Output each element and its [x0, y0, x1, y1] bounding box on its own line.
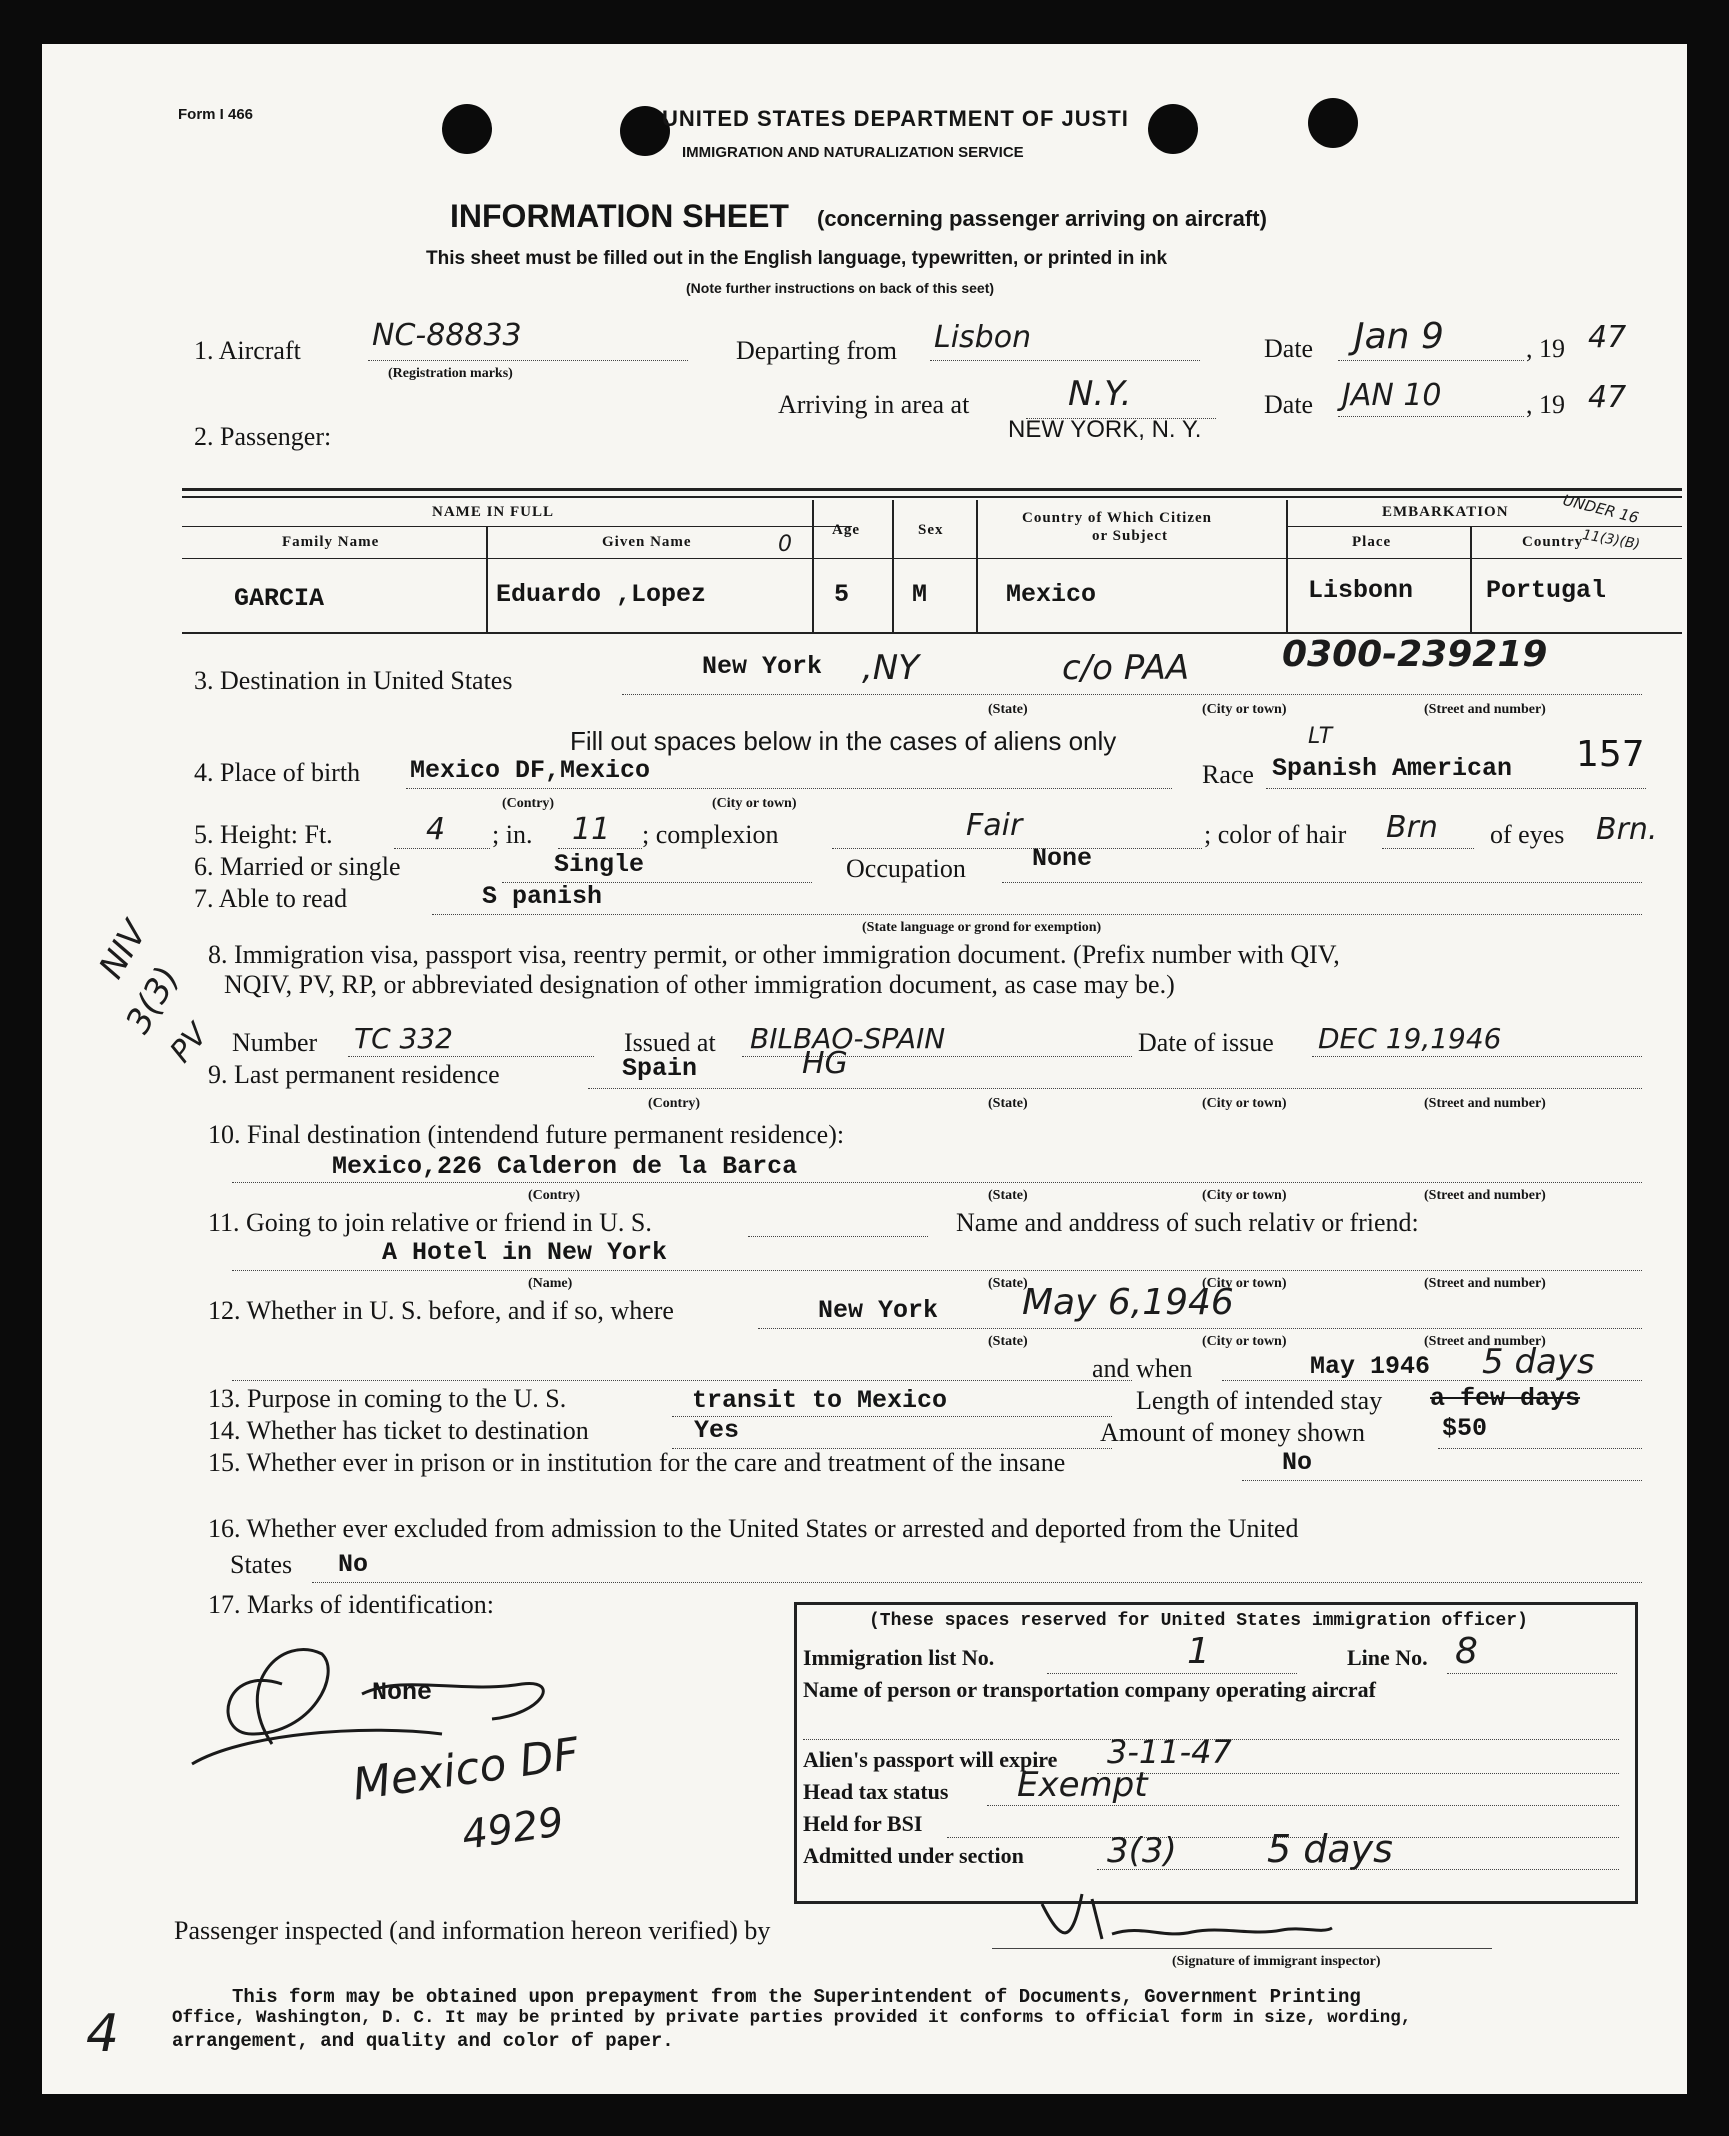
final-country-caption: (Contry) [528, 1188, 581, 1203]
line-label: Line No. [1347, 1645, 1428, 1670]
citizen-cell: Mexico [1006, 580, 1097, 609]
final-street-caption: (Street and number) [1424, 1188, 1546, 1203]
visa-issued: BILBAO-SPAIN [750, 1022, 946, 1055]
sex-cell: M [912, 580, 928, 609]
expire-line [1097, 1773, 1619, 1774]
aircraft-label: 1. Aircraft [194, 336, 301, 365]
page-mark: 4 [86, 2004, 120, 2064]
marks-hw-2: 4929 [459, 1799, 567, 1859]
year1-value: 47 [1588, 320, 1627, 355]
final-state-caption: (State) [988, 1188, 1028, 1203]
destination-line [622, 694, 1642, 695]
birth-line [406, 788, 1172, 789]
residence-label: 9. Last permanent residence [208, 1060, 500, 1089]
read-value: S panish [482, 882, 603, 911]
stamp-note-1: UNDER 16 [1560, 490, 1641, 528]
footer-line-3: arrangement, and quality and color of paper. [172, 2030, 674, 2052]
age-header: Age [832, 522, 860, 538]
visa-number-line [348, 1056, 594, 1057]
country-header-2: or Subject [1092, 528, 1168, 544]
visa-margin-note-2: 3(3) [118, 959, 188, 1041]
destination-label: 3. Destination in United States [194, 666, 513, 695]
table-rule [1470, 526, 1472, 632]
destination-city-caption: (City or town) [1202, 702, 1287, 717]
residence-country-caption: (Contry) [648, 1096, 701, 1111]
occupation-value: None [1032, 844, 1093, 873]
eyes-label: of eyes [1490, 820, 1565, 849]
race-label: Race [1202, 760, 1254, 789]
length-value: a few days [1430, 1384, 1581, 1413]
before-when-label: and when [1092, 1354, 1193, 1383]
join-name-caption: (Name) [528, 1276, 573, 1291]
before-city-caption: (City or town) [1202, 1334, 1287, 1349]
height-label: 5. Height: Ft. [194, 820, 333, 849]
table-rule [182, 488, 1682, 491]
emb-place-cell: Lisbonn [1308, 576, 1414, 605]
year2-label: , 19 [1526, 390, 1565, 419]
given-name-header: Given Name [602, 534, 692, 550]
service-name: IMMIGRATION AND NATURALIZATION SERVICE [682, 144, 1024, 161]
form-title: INFORMATION SHEET [450, 198, 789, 234]
excluded-label-2: States [230, 1550, 293, 1579]
before-label: 12. Whether in U. S. before, and if so, where [208, 1296, 674, 1325]
marks-label: 17. Marks of identification: [208, 1590, 494, 1619]
country-header-1: Country of Which Citizen [1022, 510, 1212, 526]
race-hw: LT [1308, 724, 1333, 749]
aircraft-line [368, 360, 688, 361]
complexion-value: Fair [966, 808, 1023, 843]
table-rule [892, 500, 894, 632]
purpose-label: 13. Purpose in coming to the U. S. [208, 1384, 567, 1413]
excluded-value: No [338, 1550, 369, 1579]
race-line [1266, 788, 1646, 789]
department-name: UNITED STATES DEPARTMENT OF JUSTI [662, 106, 1129, 131]
expire-value: 3-11-47 [1107, 1733, 1232, 1771]
join-name-label: Name and anddress of such relativ or friend: [956, 1208, 1419, 1237]
height-in-label: ; in. [492, 820, 533, 849]
line-value: 8 [1455, 1631, 1478, 1672]
table-rule [812, 500, 814, 632]
departing-line [930, 360, 1200, 361]
married-value: Single [554, 850, 645, 879]
height-ft-line [394, 848, 490, 849]
visa-date-label: Date of issue [1138, 1028, 1274, 1057]
race-value: Spanish American [1272, 754, 1513, 783]
hair-value: Brn [1386, 810, 1438, 845]
punch-hole [442, 104, 492, 154]
date2-value: JAN 10 [1342, 378, 1442, 413]
departing-value: Lisbon [934, 320, 1032, 355]
money-label: Amount of money shown [1100, 1418, 1366, 1447]
prison-line [1242, 1480, 1642, 1481]
read-line [432, 914, 1642, 915]
stamp-note-2: 11(3)(B) [1581, 527, 1642, 553]
residence-state-caption: (State) [988, 1096, 1028, 1111]
inspection-caption: (Signature of immigrant inspector) [1172, 1954, 1381, 1969]
race-number: 157 [1576, 734, 1645, 775]
officer-box [794, 1602, 1638, 1904]
name-in-full-header: NAME IN FULL [432, 504, 555, 520]
visa-text-1: 8. Immigration visa, passport visa, reentry permit, or other immigration document. (Prefix number with QIV, [208, 940, 1340, 969]
visa-number-label: Number [232, 1028, 318, 1057]
family-name-header: Family Name [282, 534, 380, 550]
visa-number: TC 332 [354, 1022, 453, 1055]
form-number: Form I 466 [178, 106, 254, 123]
before-street-caption: (Street and number) [1424, 1334, 1546, 1349]
marks-hw-1: Mexico DF [349, 1728, 583, 1811]
final-destination-value: Mexico,226 Calderon de la Barca [332, 1152, 798, 1181]
residence-city-caption: (City or town) [1202, 1096, 1287, 1111]
height-ft: 4 [426, 812, 446, 847]
expire-label: Alien's passport will expire [803, 1747, 1058, 1772]
family-name-cell: GARCIA [234, 584, 325, 613]
date2-line [1338, 416, 1524, 417]
length-label: Length of intended stay [1136, 1386, 1383, 1415]
residence-line [588, 1088, 1642, 1089]
ticket-label: 14. Whether has ticket to destination [208, 1416, 589, 1445]
table-rule [976, 500, 978, 632]
join-state-caption: (State) [988, 1276, 1028, 1291]
form-sheet [42, 44, 1687, 2094]
final-city-caption: (City or town) [1202, 1188, 1287, 1203]
visa-date: DEC 19,1946 [1318, 1022, 1502, 1055]
visa-text-2: NQIV, PV, RP, or abbreviated designation of other immigration document, as case may be.) [224, 970, 1175, 999]
birth-country-caption: (Contry) [502, 796, 555, 811]
year2-value: 47 [1588, 380, 1627, 415]
destination-street-caption: (Street and number) [1424, 702, 1546, 717]
married-label: 6. Married or single [194, 852, 401, 881]
list-line [1047, 1673, 1297, 1674]
occupation-line [1002, 882, 1642, 883]
prison-label: 15. Whether ever in prison or in institution for the care and treatment of the insane [208, 1448, 1066, 1477]
form-instruction: This sheet must be filled out in the English language, typewritten, or printed in ink [426, 248, 1168, 269]
line-no-line [1447, 1673, 1617, 1674]
tax-value: Exempt [1017, 1765, 1148, 1805]
arriving-stamp: NEW YORK, N. Y. [1008, 416, 1202, 443]
place-header: Place [1352, 534, 1392, 550]
section-label: Admitted under section [803, 1843, 1024, 1868]
read-label: 7. Able to read [194, 884, 348, 913]
complexion-label: ; complexion [642, 820, 779, 849]
hair-label: ; color of hair [1204, 820, 1347, 849]
age-cell: 5 [834, 580, 850, 609]
join-label: 11. Going to join relative or friend in U. S. [208, 1208, 652, 1237]
person-label: Name of person or transportation company operating aircraf [803, 1677, 1376, 1702]
sex-header: Sex [918, 522, 944, 538]
destination-hw-city: c/o PAA [1062, 648, 1190, 688]
year-label: , 19 [1526, 334, 1565, 363]
date1-line [1338, 360, 1524, 361]
table-rule [182, 558, 1682, 559]
before-line-2 [232, 1380, 1132, 1381]
visa-issued-label: Issued at [624, 1028, 716, 1057]
destination-state-value: New York [702, 652, 823, 681]
punch-hole [1308, 98, 1358, 148]
ticket-value: Yes [694, 1416, 740, 1445]
residence-hw-state: HG [802, 1046, 848, 1081]
height-in-line [558, 848, 642, 849]
eyes-value: Brn. [1596, 812, 1658, 847]
birth-city-caption: (City or town) [712, 796, 797, 811]
punch-hole [1148, 104, 1198, 154]
visa-issued-line [742, 1056, 1132, 1057]
join-city-caption: (City or town) [1202, 1276, 1287, 1291]
aircraft-value: NC-88833 [372, 318, 522, 353]
join-value: A Hotel in New York [382, 1238, 668, 1267]
visa-margin-note-1: NIV [91, 914, 156, 986]
date-label: Date [1264, 334, 1314, 363]
money-line [1438, 1448, 1642, 1449]
bsi-label: Held for BSI [803, 1811, 923, 1836]
visa-margin-pv: PV [163, 1017, 216, 1070]
destination-state-caption: (State) [988, 702, 1028, 717]
join-short-line [748, 1236, 928, 1237]
complexion-line [832, 848, 1202, 849]
section-hw: 5 days [1267, 1827, 1393, 1871]
occupation-label: Occupation [846, 854, 966, 883]
form-note: (Note further instructions on back of this seet) [686, 280, 995, 296]
arriving-label: Arriving in area at [778, 390, 970, 419]
before-value: New York [818, 1296, 939, 1325]
read-caption: (State language or grond for exemption) [862, 920, 1102, 935]
officer-box-title: (These spaces reserved for United States immigration officer) [869, 1611, 1528, 1631]
footer-line-1: This form may be obtained upon prepayment from the Superintendent of Documents, Government Printing [232, 1986, 1361, 2008]
prison-value: No [1282, 1448, 1313, 1477]
registration-caption: (Registration marks) [388, 366, 513, 381]
residence-street-caption: (Street and number) [1424, 1096, 1546, 1111]
inspection-label: Passenger inspected (and information hereon verified) by [174, 1916, 771, 1945]
date2-label: Date [1264, 390, 1314, 419]
final-destination-label: 10. Final destination (intendend future permanent residence): [208, 1120, 845, 1149]
birth-value: Mexico DF,Mexico [410, 756, 651, 785]
given-name-mark: 0 [778, 532, 792, 557]
tax-line [987, 1805, 1619, 1806]
destination-hw-state: ,NY [862, 648, 920, 688]
passenger-label: 2. Passenger: [194, 422, 332, 451]
section-line [1097, 1869, 1619, 1870]
date1-value: Jan 9 [1354, 316, 1444, 357]
inspection-line [992, 1948, 1492, 1949]
join-line [232, 1270, 1642, 1271]
excluded-label-1: 16. Whether ever excluded from admission to the United States or arrested and deported from the United [208, 1514, 1299, 1543]
residence-country: Spain [622, 1054, 698, 1083]
section-value: 3(3) [1107, 1831, 1177, 1871]
money-value: $50 [1442, 1414, 1488, 1443]
table-rule [182, 496, 1682, 498]
before-when-value: May 1946 [1310, 1352, 1431, 1381]
table-rule [486, 526, 488, 632]
arriving-hw: N.Y. [1068, 374, 1132, 414]
list-label: Immigration list No. [803, 1645, 995, 1670]
departing-label: Departing from [736, 336, 898, 365]
birth-label: 4. Place of birth [194, 758, 361, 787]
marks-value: None [372, 1678, 433, 1707]
aliens-note: Fill out spaces below in the cases of aliens only [570, 726, 1117, 756]
final-destination-line [232, 1182, 1642, 1183]
given-name-cell: Eduardo ,Lopez [496, 580, 707, 609]
before-line [758, 1328, 1642, 1329]
before-when-hw: 5 days [1482, 1342, 1595, 1382]
inspector-signature [1002, 1884, 1382, 1954]
excluded-line [312, 1582, 1642, 1583]
list-value: 1 [1187, 1631, 1210, 1672]
table-rule [1286, 526, 1682, 527]
hair-line [1382, 848, 1474, 849]
table-rule [1286, 500, 1288, 632]
purpose-value: transit to Mexico [692, 1386, 948, 1415]
before-state-caption: (State) [988, 1334, 1028, 1349]
table-rule [182, 526, 852, 527]
height-in: 11 [572, 812, 611, 847]
before-when-line [1222, 1380, 1642, 1381]
join-street-caption: (Street and number) [1424, 1276, 1546, 1291]
destination-hw-number: 0300-239219 [1282, 634, 1548, 675]
before-hw-date: May 6,1946 [1022, 1282, 1234, 1323]
visa-date-line [1312, 1056, 1642, 1057]
form-title-sub: (concerning passenger arriving on aircraft) [817, 206, 1267, 231]
embarkation-header: EMBARKATION [1382, 504, 1509, 520]
footer-line-2: Office, Washington, D. C. It may be printed by private parties provided it conforms to official form in size, wording, [172, 2008, 1412, 2028]
tax-label: Head tax status [803, 1779, 949, 1804]
emb-country-cell: Portugal [1486, 576, 1607, 605]
emb-country-header: Country [1522, 534, 1584, 550]
